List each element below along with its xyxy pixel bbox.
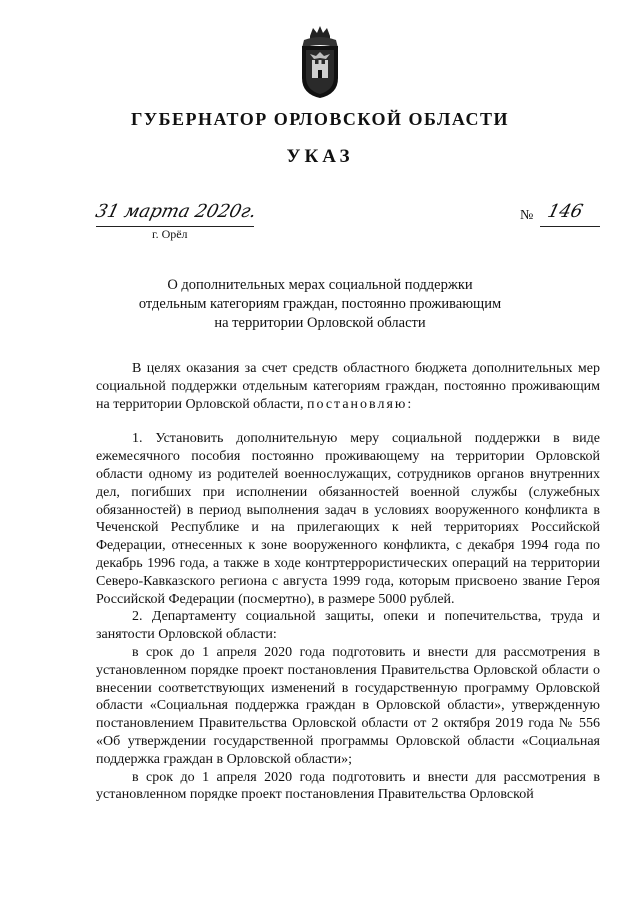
paragraph-1: 1. Установить дополнительную меру социальной поддержки в виде ежемесячного пособия постоянно проживающему на территории Орловской области одному из родителей военнослужащих, сотрудников органов внутренних дел, погибших при исполнении обязанностей военной службы (служебных обязанностей) в период выполнения задач в условиях вооруженного конфликта в Чеченской Республике и на прилегающих к ней территориях Российской Федерации, отнесенных к зоне вооруженного конфликта, с декабря 1994 года по декабрь 1996 года, а также в ходе контртеррористических операций на территории Северо-Кавказского региона с августа 1999 года, которым присвоено звание Героя Российской Федерации (посмертно), в размере 5000 рублей.: [96, 431, 600, 607]
preamble-paragraph: [96, 360, 600, 413]
coat-of-arms-icon: [298, 24, 342, 100]
issuer-title: ГУБЕРНАТОР ОРЛОВСКОЙ ОБЛАСТИ: [130, 109, 510, 129]
paragraph-3: в срок до 1 апреля 2020 года подготовить и внести для рассмотрения в установленном порядке проект постановления Правительства Орловской области о внесении соответствующих изменений в государственную программу Орловской области «Социальная поддержка граждан в Орловской области», утвержденную постановлением Правительства Орловской области от 2 октября 2019 года № 556 «Об утверждении государственной программы Орловской области «Социальная поддержка граждан в Орловской области»;: [96, 644, 600, 767]
preamble-text: В целях оказания за счет средств областного бюджета дополнительных мер социальной поддержки отдельным категориям граждан, постоянно проживающим на территории Орловской области,: [96, 361, 600, 412]
subject-line: на территории Орловской области: [214, 315, 426, 331]
resolve-word: постановляю:: [306, 396, 414, 412]
handwritten-number: 146: [545, 201, 585, 222]
document-body: [96, 360, 600, 804]
paragraph-2: 2. Департаменту социальной защиты, опеки и попечительства, труда и занятости Орловской области:: [96, 609, 600, 643]
city-label: г. Орёл: [152, 227, 188, 241]
document-type-title: УКАЗ: [286, 146, 354, 167]
paragraph-4: в срок до 1 апреля 2020 года подготовить и внести для рассмотрения в установленном порядке проект постановления Правительства Орловской: [96, 769, 600, 803]
number-label: №: [520, 208, 534, 223]
subject-line: отдельным категориям граждан, постоянно проживающим: [138, 296, 502, 312]
document-subject: [0, 276, 640, 333]
subject-line: О дополнительных мерах социальной поддержки: [167, 277, 473, 293]
handwritten-date: 31 марта 2020г.: [93, 201, 259, 222]
number-underline: [540, 226, 600, 227]
